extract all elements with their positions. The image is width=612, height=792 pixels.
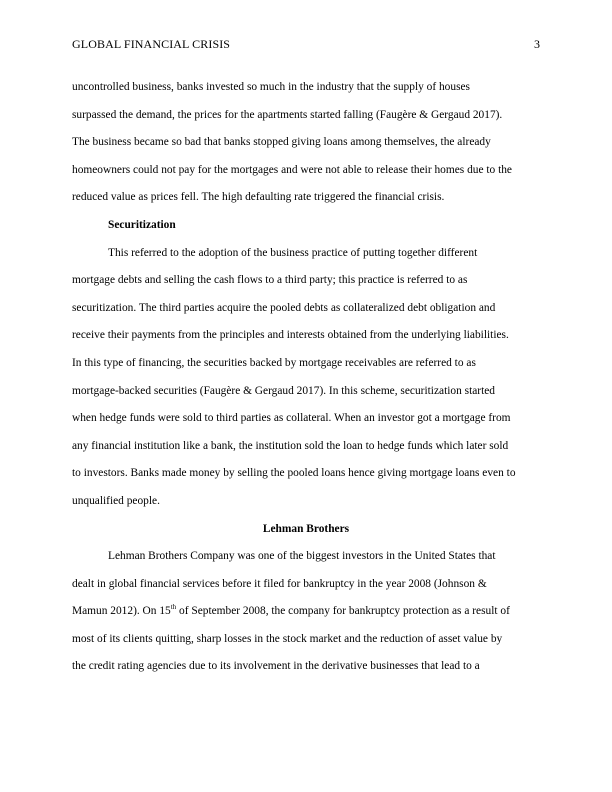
text-line: securitization. The third parties acquire the pooled debts as collateralized debt obligation and [72, 301, 496, 314]
text-line: This referred to the adoption of the business practice of putting together different [108, 246, 478, 259]
text-segment: of September 2008, the company for bankruptcy protection as a result of [176, 605, 510, 618]
heading-lehman-brothers: Lehman Brothers [262, 522, 350, 535]
text-line: receive their payments from the principles and interests obtained from the underlying liabilities. [72, 329, 509, 342]
paragraph-crisis-continuation [72, 74, 540, 212]
text-line: unqualified people. [72, 494, 160, 507]
text-line: uncontrolled business, banks invested so much in the industry that the supply of houses [72, 81, 470, 93]
text-line [72, 598, 540, 626]
document-body [72, 74, 540, 681]
text-line: mortgage-backed securities (Faugère & Gergaud 2017). In this scheme, securitization started [72, 384, 495, 397]
text-line: homeowners could not pay for the mortgages and were not able to release their homes due to the [72, 163, 512, 176]
text-line: when hedge funds were sold to third parties as collateral. When an investor got a mortgage from [72, 412, 511, 425]
text-line: The business became so bad that banks stopped giving loans among themselves, the already [72, 136, 491, 149]
text-line: the credit rating agencies due to its involvement in the derivative businesses that lead to a [72, 660, 480, 673]
text-line: Lehman Brothers Company was one of the biggest investors in the United States that [108, 550, 496, 563]
heading-securitization: Securitization [108, 218, 176, 231]
text-line: surpassed the demand, the prices for the apartments started falling (Faugère & Gergaud 2017). [72, 108, 503, 121]
text-line: mortgage debts and selling the cash flows to a third party; this practice is referred to as [72, 274, 468, 287]
text-line: most of its clients quitting, sharp losses in the stock market and the reduction of asset value by [72, 632, 503, 645]
text-line: reduced value as prices fell. The high defaulting rate triggered the financial crisis. [72, 191, 445, 204]
text-line: any financial institution like a bank, the institution sold the loan to hedge funds which later sold [72, 439, 509, 452]
running-head: GLOBAL FINANCIAL CRISIS [72, 37, 231, 51]
ordinal-suffix: th [170, 603, 177, 612]
text-line: In this type of financing, the securities backed by mortgage receivables are referred to as [72, 356, 476, 369]
text-segment: Mamun 2012). On 15 [72, 605, 171, 618]
text-line: dealt in global financial services before it filed for bankruptcy in the year 2008 (Johnson & [72, 577, 487, 590]
paragraph-securitization [72, 240, 540, 516]
page-header [72, 36, 540, 52]
page-number: 3 [534, 37, 540, 51]
text-line: to investors. Banks made money by selling the pooled loans hence giving mortgage loans even to [72, 467, 516, 480]
paragraph-lehman-brothers [72, 543, 540, 681]
